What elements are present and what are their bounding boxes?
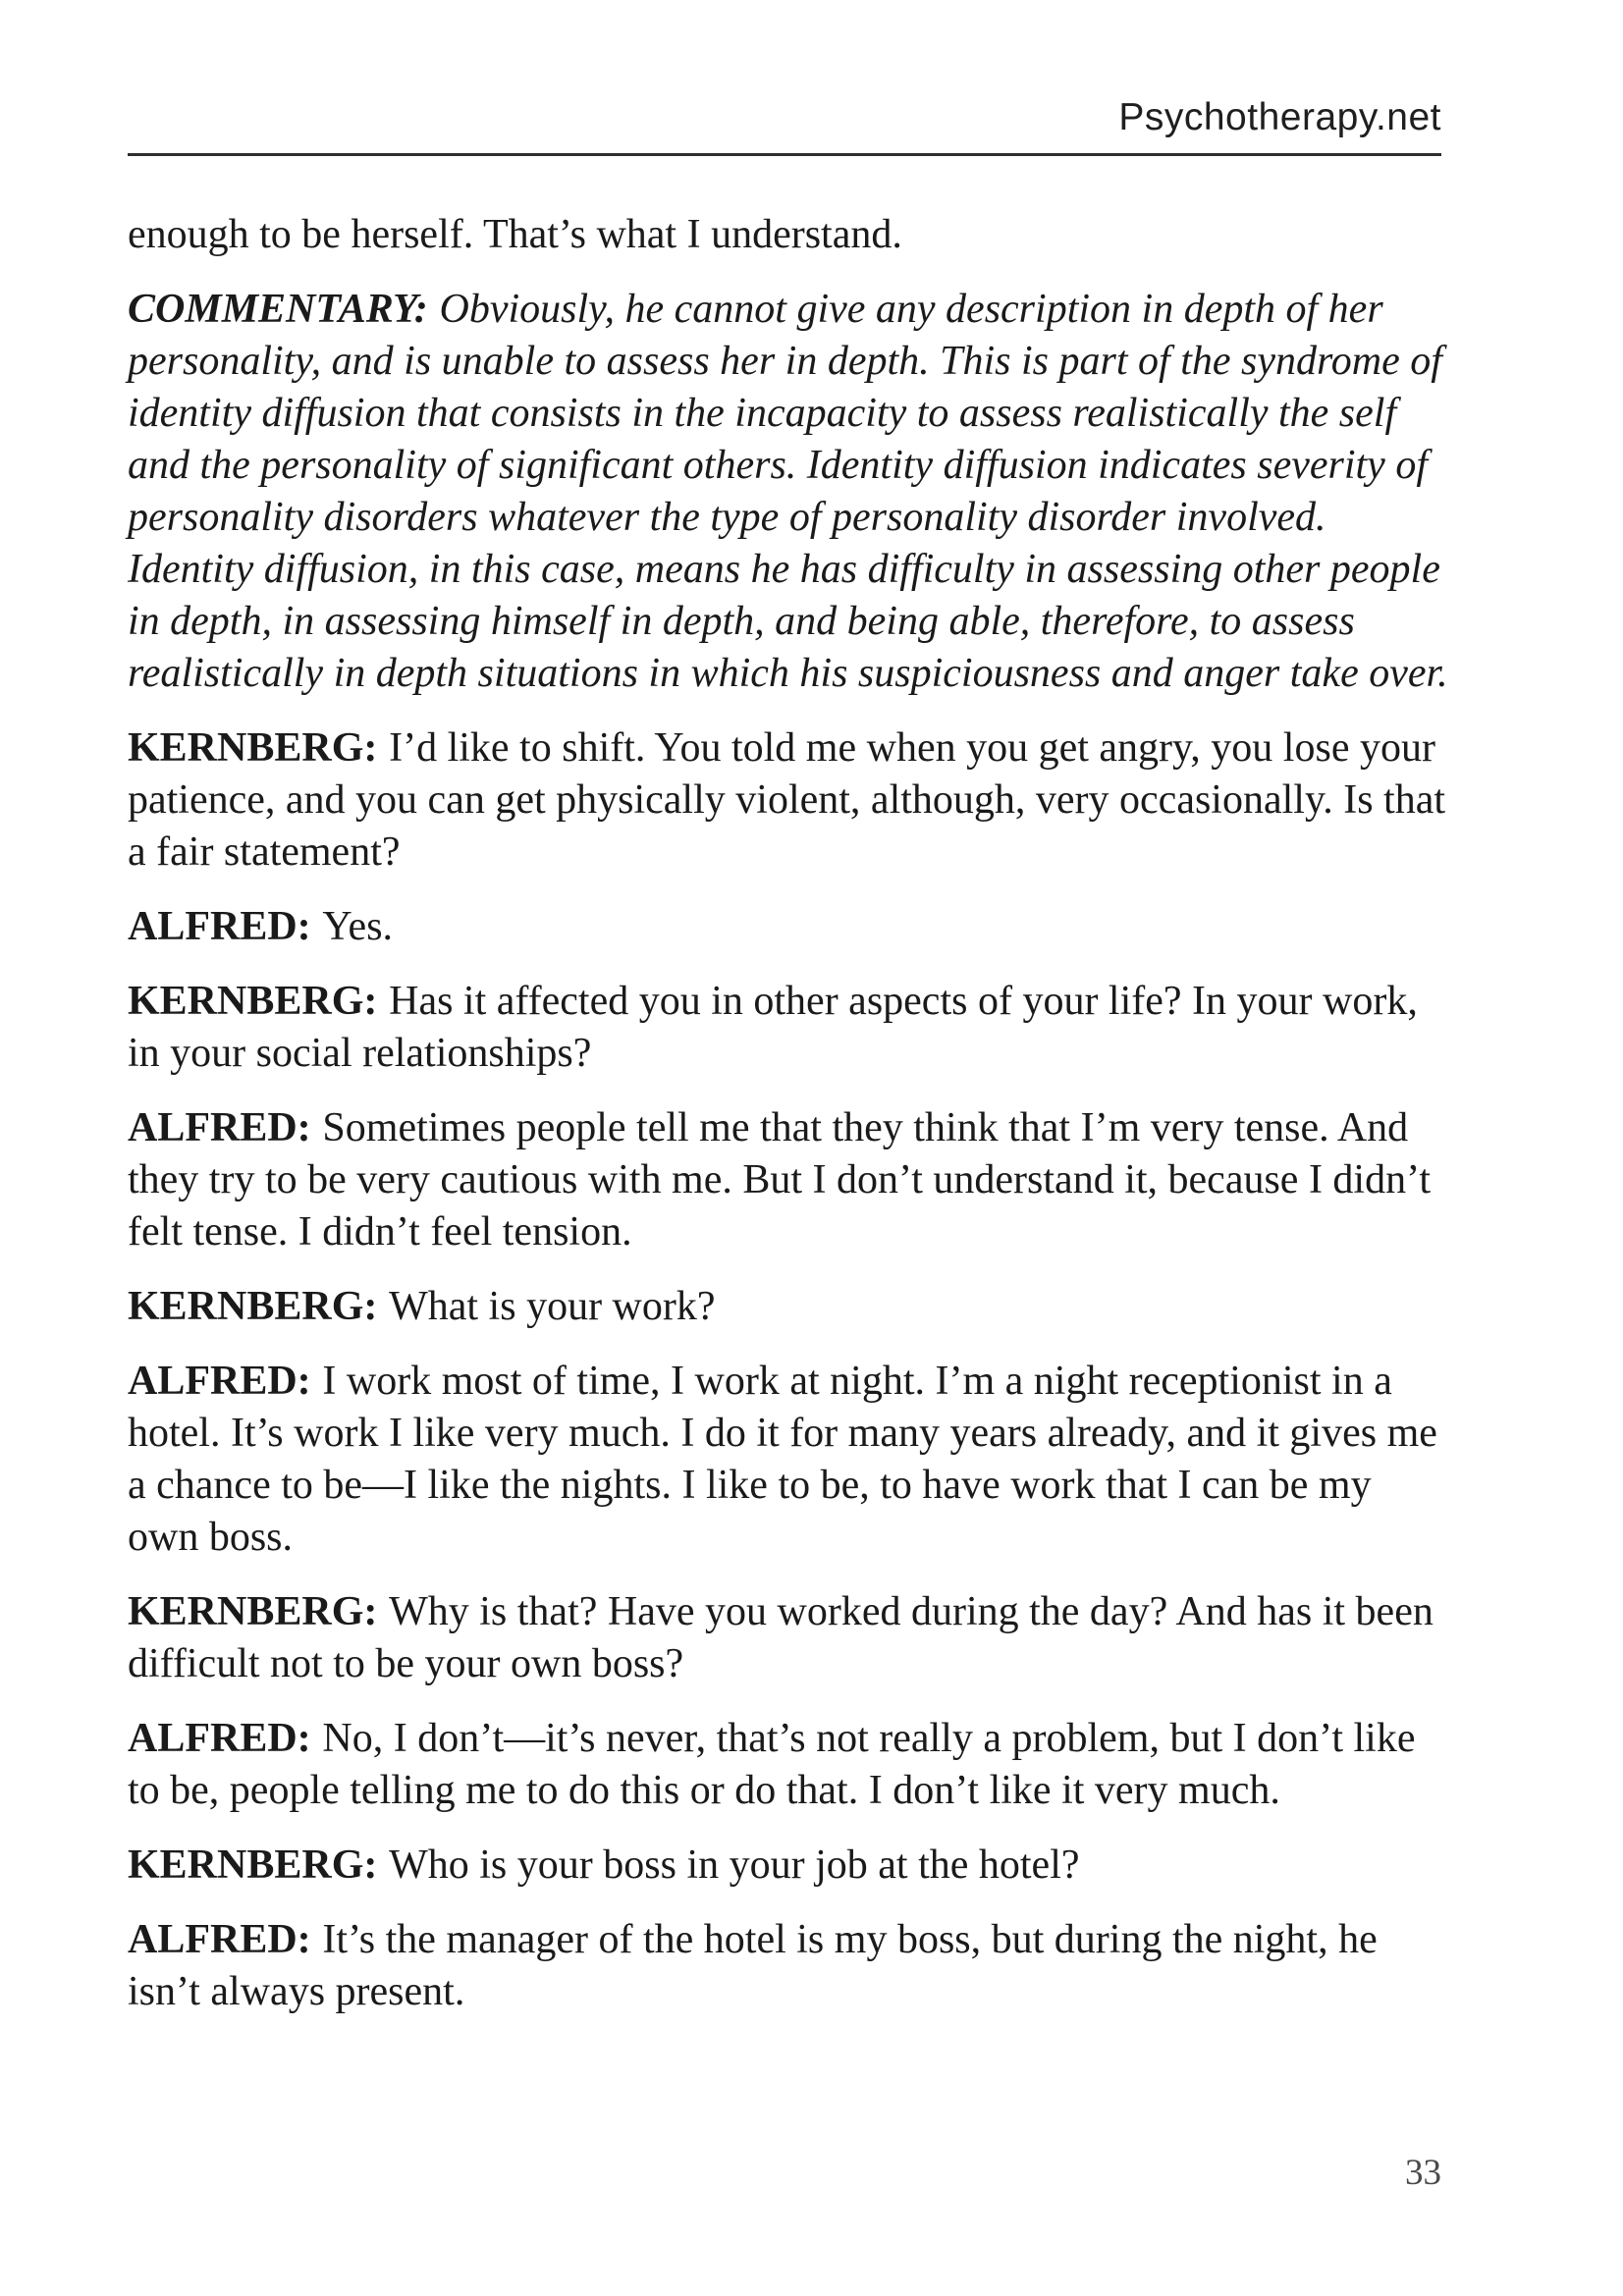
transcript-body: [128, 209, 1448, 2041]
header-rule: [128, 153, 1441, 156]
page-number: 33: [1405, 2153, 1441, 2193]
dialogue-paragraph: [128, 1914, 1448, 2018]
dialogue-paragraph: [128, 1102, 1448, 1258]
speech-text: It’s the manager of the hotel is my boss, but during the night, he isn’t always present.: [128, 1917, 1378, 2014]
speech-text: No, I don’t—it’s never, that’s not really a problem, but I don’t like to be, people telling me to do this or do that. I don’t like it very much.: [128, 1716, 1416, 1813]
dialogue-paragraph: [128, 1713, 1448, 1817]
speech-text: Has it affected you in other aspects of your life? In your work, in your social relationships?: [128, 979, 1418, 1076]
brand-logo-text: Psychotherapy.net: [1118, 96, 1441, 138]
speaker-label-alfred: ALFRED:: [128, 1105, 311, 1150]
speech-text: Yes.: [322, 904, 394, 949]
continuation-paragraph: [128, 209, 1448, 261]
speech-text: Who is your boss in your job at the hotel?: [389, 1842, 1080, 1888]
dialogue-paragraph: [128, 1840, 1448, 1892]
dialogue-paragraph: [128, 1356, 1448, 1564]
speaker-label-alfred: ALFRED:: [128, 1716, 311, 1761]
speaker-label-alfred: ALFRED:: [128, 1359, 311, 1404]
dialogue-paragraph: [128, 1281, 1448, 1333]
speaker-label-alfred: ALFRED:: [128, 904, 311, 949]
commentary-text: Obviously, he cannot give any description in depth of her personality, and is unable to assess her in depth. This is part of the syndrome of identity diffusion that consists in the incapacity to assess realistically the self and the personality of significant others. Identity diffusion indicates severity of personality disorders whatever the type of personality disorder involved. Identity diffusion, in this case, means he has difficulty in assessing other people in depth, in assessing himself in depth, and being able, therefore, to assess realistically in depth situations in which his suspiciousness and anger take over.: [128, 287, 1448, 696]
speaker-label-kernberg: KERNBERG:: [128, 1842, 378, 1888]
speaker-label-kernberg: KERNBERG:: [128, 725, 378, 771]
speech-text: What is your work?: [389, 1284, 716, 1329]
speaker-label-alfred: ALFRED:: [128, 1917, 311, 1962]
speaker-label-kernberg: KERNBERG:: [128, 1589, 378, 1634]
speech-text: Sometimes people tell me that they think that I’m very tense. And they try to be very cautious with me. But I don’t understand it, because I didn’t felt tense. I didn’t feel tension.: [128, 1105, 1431, 1255]
commentary-label: COMMENTARY:: [128, 287, 428, 332]
page-header: [128, 96, 1441, 156]
continuation-text: enough to be herself. That’s what I understand.: [128, 212, 902, 257]
dialogue-paragraph: [128, 976, 1448, 1080]
dialogue-paragraph: [128, 1586, 1448, 1690]
dialogue-paragraph: [128, 901, 1448, 953]
speech-text: Why is that? Have you worked during the day? And has it been difficult not to be your own boss?: [128, 1589, 1434, 1686]
speech-text: I work most of time, I work at night. I’m a night receptionist in a hotel. It’s work I like very much. I do it for many years already, and it gives me a chance to be—I like the nights. I like to be, to have work that I can be my own boss.: [128, 1359, 1437, 1560]
speech-text: I’d like to shift. You told me when you get angry, you lose your patience, and you can get physically violent, although, very occasionally. Is that a fair statement?: [128, 725, 1446, 875]
dialogue-paragraph: [128, 722, 1448, 879]
commentary-paragraph: [128, 284, 1448, 700]
speaker-label-kernberg: KERNBERG:: [128, 1284, 378, 1329]
speaker-label-kernberg: KERNBERG:: [128, 979, 378, 1024]
